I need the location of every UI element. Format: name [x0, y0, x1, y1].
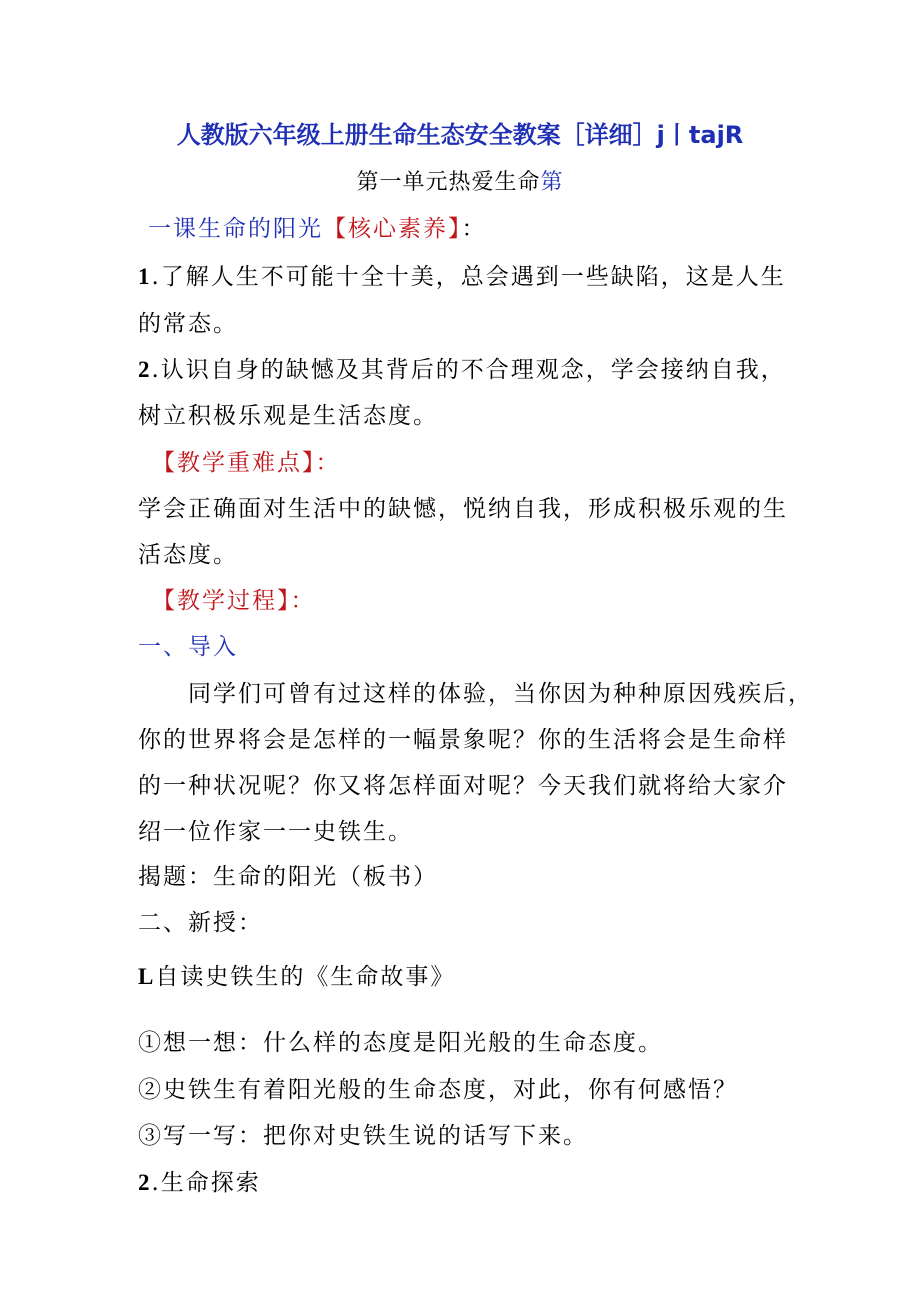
- key-points-line-1: 学会正确面对生活中的缺憾，悦纳自我，形成积极乐观的生: [138, 496, 788, 522]
- question-3: ③写一写：把你对史铁生说的话写下来。: [138, 1123, 588, 1149]
- core-item-2-line-1: [138, 355, 786, 385]
- intro-line-2: 你的世界将会是怎样的一幅景象呢？你的生活将会是生命样: [138, 727, 788, 753]
- reveal-topic: 揭题：生命的阳光（板书）: [138, 864, 438, 890]
- core-item-2-number: 2: [138, 357, 152, 382]
- step-1: [138, 962, 455, 992]
- unit-subtitle-main: 第一单元热爱生命: [356, 170, 541, 195]
- document-title: 人教版六年级上册生命生态安全教案［详细］j丨tajR: [176, 121, 744, 149]
- key-points-heading: 【教学重难点】：: [152, 450, 341, 476]
- step-2: [138, 1168, 261, 1198]
- core-colon: ：: [461, 216, 487, 242]
- intro-line-1: 同学们可曾有过这样的体验，当你因为种种原因残疾后，: [188, 681, 813, 707]
- section-2-heading: 二、新授：: [138, 910, 263, 936]
- lesson-title: 一课生命的阳光: [148, 216, 323, 242]
- lesson-heading-line: [148, 214, 487, 244]
- intro-line-3: 的一种状况呢？你又将怎样面对呢？今天我们就将给大家介: [138, 773, 788, 799]
- step-1-text: 自读史铁生的《生命故事》: [155, 964, 456, 990]
- core-item-1-number: 1: [138, 264, 152, 289]
- unit-subtitle-tail: 第: [540, 170, 564, 195]
- key-points-line-2: 活态度。: [138, 542, 238, 568]
- section-1-heading: 一、导入: [138, 634, 238, 660]
- step-2-number: 2: [138, 1170, 152, 1195]
- process-heading: 【教学过程】：: [152, 588, 316, 614]
- core-item-2-text: .认识自身的缺憾及其背后的不合理观念，学会接纳自我，: [151, 357, 786, 383]
- core-item-1-line-1: [138, 262, 786, 292]
- core-heading: 【核心素养】: [323, 216, 462, 242]
- step-1-number: L: [138, 964, 156, 989]
- core-item-1-line-2: 的常态。: [138, 311, 238, 337]
- core-item-2-line-2: 树立积极乐观是生活态度。: [138, 403, 438, 429]
- question-2: ②史铁生有着阳光般的生命态度，对此，你有何感悟？: [138, 1077, 738, 1103]
- question-1: ①想一想：什么样的态度是阳光般的生命态度。: [138, 1030, 663, 1056]
- intro-line-4: 绍一位作家一一史铁生。: [138, 819, 413, 845]
- unit-subtitle: [0, 168, 920, 198]
- core-item-1-text: .了解人生不可能十全十美，总会遇到一些缺陷，这是人生: [151, 264, 786, 290]
- step-2-text: .生命探索: [151, 1170, 261, 1196]
